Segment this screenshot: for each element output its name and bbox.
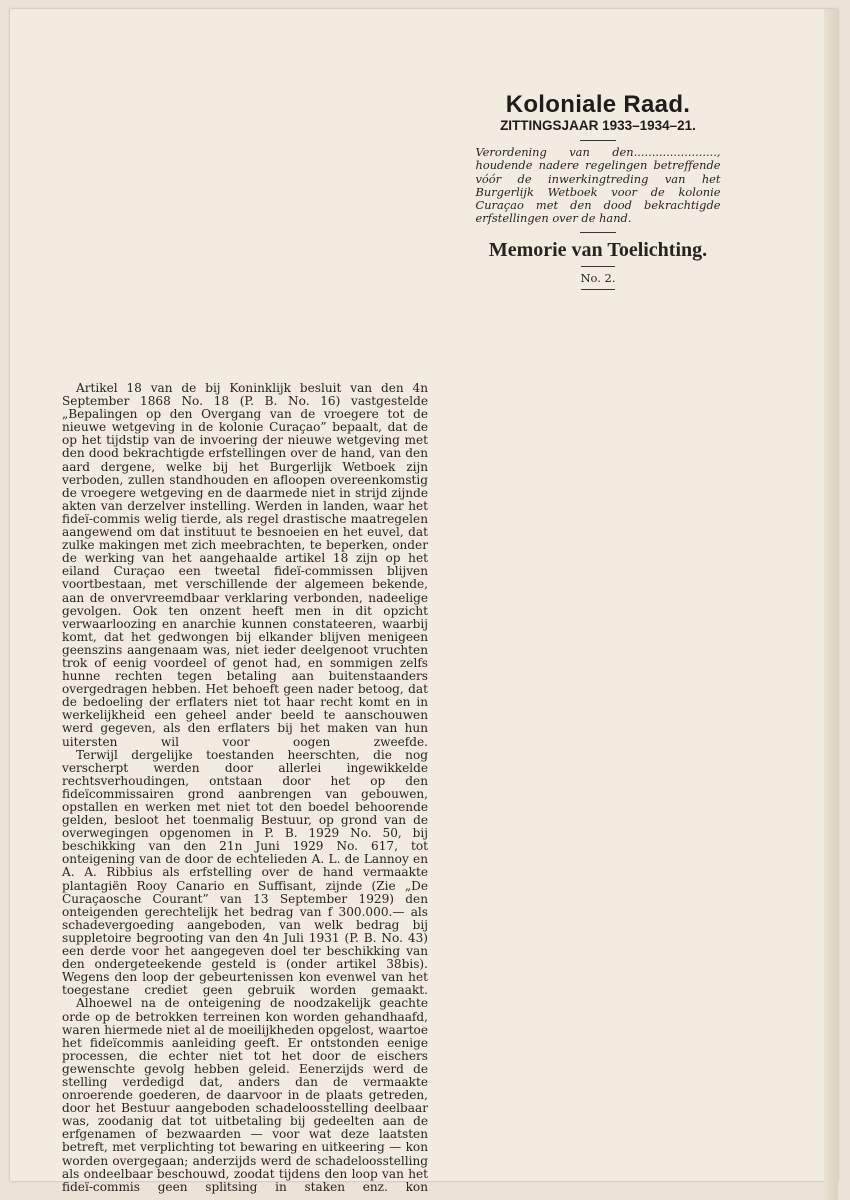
ordinance-rule <box>580 232 616 233</box>
number-rule-top <box>581 266 615 267</box>
paragraph-2: Terwijl dergelijke toestanden heerschten, die nog verscherpt werden door allerlei ingewikkelde rechtsverhoudingen, ontstaan door het op den fideïcommissairen grond aanbrengen van gebouwen, opstallen en werken met niet tot den boedel behoorende gelden, besloot het toenmalig Bestuur, op grond van de overwegingen opgenomen in P. B. 1929 No. 50, bij beschikking van den 21n Juni 1929 No. 617, tot onteigening van de door de echtelieden A. L. de Lannoy en A. A. Ribbius als erfstelling over de hand vermaakte plantagiën Rooy Canario en Suffisant, zijnde (Zie „De Curaçaosche Courant” van 13 September 1929) den onteigenden gerechtelijk het bedrag van f 300.000.— als schadevergoeding aangeboden, van welk bedrag bij suppletoire begrooting van den 4n Juli 1931 (P. B. No. 43) een derde voor het aangegeven doel ter beschikking van den ondergeteekende gesteld is (onder artikel 38bis). Wegens den loop der gebeurtenissen kon evenwel van het toegestane crediet geen gebruik worden gemaakt. <box>62 747 428 998</box>
number-rule-bottom <box>581 289 615 290</box>
session-year: ZITTINGSJAAR 1933–1934–21. <box>500 118 696 133</box>
document-number: No. 2. <box>580 270 616 285</box>
ordinance-description: Verordening van den......................., houdende nadere regelingen betreffende vóór de inwerkingtreding van het Burgerlijk Wetboek voor de kolonie Curaçao met den dood bekrachtigde erfstellingen over de hand. <box>475 145 721 226</box>
document-header <box>472 91 724 292</box>
council-title: Koloniale Raad. <box>505 91 691 118</box>
memorie-title: Memorie van Toelichting. <box>488 238 708 261</box>
header-rule <box>580 140 616 141</box>
page-edge <box>824 9 838 1200</box>
memorie-body <box>62 382 428 1194</box>
document-page <box>10 9 838 1194</box>
paragraph-3: Alhoewel na de onteigening de noodzakelijk geachte orde op de betrokken terreinen kon worden gehandhaafd, waren hiermede niet al de moeilijkheden opgelost, waartoe het fideïcommis aanleiding geeft. Er ontstonden eenige processen, die echter niet tot het door de eischers gewenschte gevolg hebben geleid. Eenerzijds werd de stelling verdedigd dat, anders dan de vermaakte onroerende goederen, de daarvoor in de plaats getreden, door het Bestuur aangeboden schadeloosstelling deelbaar was, zoodanig dat tot uitbetaling bij gedeelten aan de erfgenamen of bezwaarden — voor wat deze laatsten betreft, met verplichting tot bewaring en uitkeering — kon worden overgegaan; anderzijds werd de schadeloosstelling als ondeelbaar beschouwd, zoodat tijdens den loop van het fideï-commis geen splitsing in staken enz. kon <box>62 996 428 1194</box>
paragraph-1: Artikel 18 van de bij Koninklijk besluit van den 4n September 1868 No. 18 (P. B. No. 16) vastgestelde „Bepalingen op den Overgang van de vroegere tot de nieuwe wetgeving in de kolonie Curaçao” bepaalt, dat de op het tijdstip van de invoering der nieuwe wetgeving met den dood bekrachtigde erfstellingen over de hand, van den aard dergene, welke bij het Burgerlijk Wetboek zijn verboden, zullen standhouden en afloopen overeenkomstig de vroegere wetgeving en de daarmede niet in strijd zijnde akten van derzelver instelling. Werden in landen, waar het fideï-commis welig tierde, als regel drastische maatregelen aangewend om dat instituut te besnoeien en het euvel, dat zulke makingen met zich meebrachten, te beperken, onder de werking van het aangehaalde artikel 18 zijn op het eiland Curaçao een tweetal fideï-commissen blijven voortbestaan, met verschillende der algemeen bekende, aan de onvervreemdbaar verklaring verbonden, nadeelige gevolgen. Ook ten onzent heeft men in dit opzicht verwaarloozing en anarchie kunnen constateeren, waarbij komt, dat het gedwongen bij elkander blijven menigeen geenszins aangenaam was, niet ieder deelgenoot vruchten trok of eenig voordeel of genot had, en sommigen zelfs hunne rechten tegen betaling aan buitenstaanders overgedragen hebben. Het behoeft geen nader betoog, dat de bedoeling der erflaters niet tot haar recht komt en in werkelijkheid een geheel ander beeld te aanschouwen werd gegeven, als den erflaters bij het maken van hun uitersten wil voor oogen zweefde. <box>62 381 428 749</box>
